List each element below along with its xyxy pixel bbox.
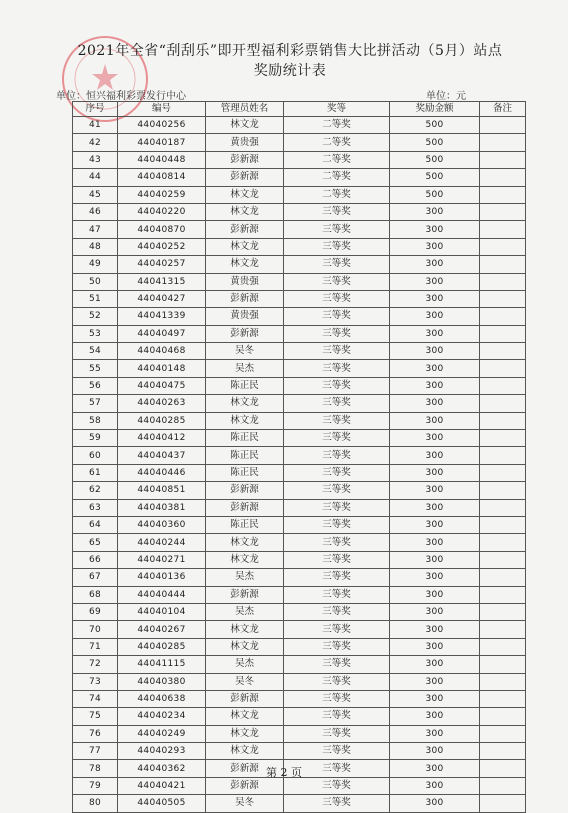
cell-manager: 林文龙 bbox=[206, 534, 284, 551]
cell-prize-level: 三等奖 bbox=[284, 534, 390, 551]
cell-index: 63 bbox=[73, 499, 118, 516]
table-row bbox=[73, 638, 526, 655]
cell-manager: 林文龙 bbox=[206, 256, 284, 273]
cell-code: 44040444 bbox=[118, 586, 206, 603]
cell-prize-level: 二等奖 bbox=[284, 169, 390, 186]
cell-amount: 300 bbox=[390, 430, 480, 447]
cell-remarks bbox=[480, 638, 526, 655]
cell-prize-level: 三等奖 bbox=[284, 499, 390, 516]
cell-amount: 500 bbox=[390, 186, 480, 203]
cell-prize-level: 三等奖 bbox=[284, 777, 390, 794]
cell-remarks bbox=[480, 360, 526, 377]
cell-prize-level: 三等奖 bbox=[284, 377, 390, 394]
column-header-prize-level: 奖等 bbox=[284, 102, 390, 117]
table-row bbox=[73, 273, 526, 290]
cell-manager: 黄贵强 bbox=[206, 273, 284, 290]
cell-prize-level: 三等奖 bbox=[284, 430, 390, 447]
cell-index: 55 bbox=[73, 360, 118, 377]
cell-index: 73 bbox=[73, 673, 118, 690]
cell-index: 72 bbox=[73, 656, 118, 673]
cell-manager: 吴冬 bbox=[206, 343, 284, 360]
cell-amount: 300 bbox=[390, 412, 480, 429]
cell-index: 78 bbox=[73, 760, 118, 777]
cell-code: 44040267 bbox=[118, 621, 206, 638]
cell-prize-level: 三等奖 bbox=[284, 795, 390, 812]
cell-code: 44040814 bbox=[118, 169, 206, 186]
cell-code: 44040427 bbox=[118, 290, 206, 307]
cell-amount: 300 bbox=[390, 343, 480, 360]
cell-manager: 陈正民 bbox=[206, 464, 284, 481]
cell-index: 44 bbox=[73, 169, 118, 186]
cell-manager: 陈正民 bbox=[206, 447, 284, 464]
cell-remarks bbox=[480, 151, 526, 168]
cell-amount: 300 bbox=[390, 760, 480, 777]
table-row bbox=[73, 169, 526, 186]
cell-amount: 300 bbox=[390, 325, 480, 342]
table-row bbox=[73, 360, 526, 377]
cell-manager: 彭新源 bbox=[206, 586, 284, 603]
table-row bbox=[73, 482, 526, 499]
cell-amount: 300 bbox=[390, 308, 480, 325]
table-row bbox=[73, 203, 526, 220]
cell-index: 45 bbox=[73, 186, 118, 203]
cell-index: 65 bbox=[73, 534, 118, 551]
table-row bbox=[73, 551, 526, 568]
cell-prize-level: 三等奖 bbox=[284, 395, 390, 412]
table-row bbox=[73, 516, 526, 533]
cell-code: 44040468 bbox=[118, 343, 206, 360]
cell-remarks bbox=[480, 203, 526, 220]
cell-prize-level: 三等奖 bbox=[284, 656, 390, 673]
cell-index: 58 bbox=[73, 412, 118, 429]
cell-prize-level: 三等奖 bbox=[284, 412, 390, 429]
cell-prize-level: 三等奖 bbox=[284, 343, 390, 360]
table-row bbox=[73, 673, 526, 690]
cell-manager: 林文龙 bbox=[206, 551, 284, 568]
cell-prize-level: 三等奖 bbox=[284, 256, 390, 273]
cell-index: 68 bbox=[73, 586, 118, 603]
cell-code: 44041339 bbox=[118, 308, 206, 325]
table-row bbox=[73, 343, 526, 360]
cell-remarks bbox=[480, 708, 526, 725]
cell-prize-level: 三等奖 bbox=[284, 482, 390, 499]
cell-amount: 500 bbox=[390, 134, 480, 151]
column-header-amount: 奖励金额 bbox=[390, 102, 480, 117]
cell-prize-level: 二等奖 bbox=[284, 117, 390, 134]
cell-manager: 陈正民 bbox=[206, 377, 284, 394]
cell-manager: 黄贵强 bbox=[206, 308, 284, 325]
table-row bbox=[73, 238, 526, 255]
cell-code: 44040421 bbox=[118, 777, 206, 794]
cell-manager: 林文龙 bbox=[206, 117, 284, 134]
cell-index: 71 bbox=[73, 638, 118, 655]
cell-prize-level: 二等奖 bbox=[284, 134, 390, 151]
cell-code: 44040263 bbox=[118, 395, 206, 412]
cell-prize-level: 三等奖 bbox=[284, 551, 390, 568]
table-row bbox=[73, 256, 526, 273]
column-header-manager: 管理员姓名 bbox=[206, 102, 284, 117]
cell-index: 59 bbox=[73, 430, 118, 447]
cell-amount: 300 bbox=[390, 708, 480, 725]
cell-manager: 林文龙 bbox=[206, 412, 284, 429]
cell-manager: 吴冬 bbox=[206, 673, 284, 690]
cell-prize-level: 三等奖 bbox=[284, 690, 390, 707]
cell-index: 76 bbox=[73, 725, 118, 742]
cell-prize-level: 三等奖 bbox=[284, 603, 390, 620]
cell-remarks bbox=[480, 447, 526, 464]
cell-remarks bbox=[480, 690, 526, 707]
cell-index: 52 bbox=[73, 308, 118, 325]
cell-prize-level: 三等奖 bbox=[284, 325, 390, 342]
cell-manager: 彭新源 bbox=[206, 169, 284, 186]
cell-code: 44040187 bbox=[118, 134, 206, 151]
cell-manager: 彭新源 bbox=[206, 499, 284, 516]
cell-manager: 彭新源 bbox=[206, 760, 284, 777]
cell-index: 79 bbox=[73, 777, 118, 794]
cell-manager: 彭新源 bbox=[206, 690, 284, 707]
cell-prize-level: 二等奖 bbox=[284, 151, 390, 168]
table-row bbox=[73, 117, 526, 134]
cell-code: 44040448 bbox=[118, 151, 206, 168]
cell-index: 41 bbox=[73, 117, 118, 134]
issuing-unit: 单位：恒兴福利彩票发行中心 bbox=[56, 91, 186, 102]
cell-code: 44040412 bbox=[118, 430, 206, 447]
table-row bbox=[73, 656, 526, 673]
cell-code: 44040136 bbox=[118, 569, 206, 586]
cell-index: 80 bbox=[73, 795, 118, 812]
cell-remarks bbox=[480, 534, 526, 551]
cell-prize-level: 三等奖 bbox=[284, 238, 390, 255]
cell-prize-level: 三等奖 bbox=[284, 760, 390, 777]
cell-code: 44041315 bbox=[118, 273, 206, 290]
cell-amount: 300 bbox=[390, 221, 480, 238]
table-row bbox=[73, 464, 526, 481]
cell-manager: 林文龙 bbox=[206, 238, 284, 255]
cell-manager: 林文龙 bbox=[206, 638, 284, 655]
cell-remarks bbox=[480, 499, 526, 516]
cell-remarks bbox=[480, 621, 526, 638]
cell-index: 54 bbox=[73, 343, 118, 360]
cell-index: 64 bbox=[73, 516, 118, 533]
table-row bbox=[73, 412, 526, 429]
cell-remarks bbox=[480, 430, 526, 447]
cell-manager: 彭新源 bbox=[206, 221, 284, 238]
cell-prize-level: 三等奖 bbox=[284, 708, 390, 725]
cell-manager: 吴杰 bbox=[206, 360, 284, 377]
cell-prize-level: 三等奖 bbox=[284, 621, 390, 638]
cell-amount: 300 bbox=[390, 256, 480, 273]
cell-index: 51 bbox=[73, 290, 118, 307]
cell-code: 44040249 bbox=[118, 725, 206, 742]
cell-prize-level: 三等奖 bbox=[284, 203, 390, 220]
cell-remarks bbox=[480, 325, 526, 342]
cell-amount: 300 bbox=[390, 464, 480, 481]
cell-code: 44040244 bbox=[118, 534, 206, 551]
cell-prize-level: 三等奖 bbox=[284, 308, 390, 325]
cell-manager: 吴杰 bbox=[206, 569, 284, 586]
cell-remarks bbox=[480, 169, 526, 186]
cell-index: 57 bbox=[73, 395, 118, 412]
cell-amount: 300 bbox=[390, 360, 480, 377]
award-table bbox=[72, 101, 526, 813]
cell-manager: 林文龙 bbox=[206, 395, 284, 412]
cell-prize-level: 三等奖 bbox=[284, 569, 390, 586]
cell-manager: 林文龙 bbox=[206, 725, 284, 742]
cell-index: 56 bbox=[73, 377, 118, 394]
cell-remarks bbox=[480, 377, 526, 394]
cell-manager: 彭新源 bbox=[206, 482, 284, 499]
cell-code: 44040380 bbox=[118, 673, 206, 690]
cell-amount: 300 bbox=[390, 447, 480, 464]
cell-remarks bbox=[480, 221, 526, 238]
cell-remarks bbox=[480, 308, 526, 325]
cell-manager: 林文龙 bbox=[206, 743, 284, 760]
cell-remarks bbox=[480, 117, 526, 134]
cell-remarks bbox=[480, 273, 526, 290]
table-row bbox=[73, 569, 526, 586]
table-body bbox=[73, 117, 526, 813]
table-row bbox=[73, 795, 526, 812]
cell-amount: 300 bbox=[390, 569, 480, 586]
cell-amount: 500 bbox=[390, 169, 480, 186]
cell-index: 67 bbox=[73, 569, 118, 586]
cell-index: 53 bbox=[73, 325, 118, 342]
cell-code: 44041115 bbox=[118, 656, 206, 673]
cell-amount: 300 bbox=[390, 777, 480, 794]
cell-code: 44040257 bbox=[118, 256, 206, 273]
cell-code: 44040437 bbox=[118, 447, 206, 464]
column-header-code: 编号 bbox=[118, 102, 206, 117]
cell-code: 44040256 bbox=[118, 117, 206, 134]
cell-index: 47 bbox=[73, 221, 118, 238]
cell-code: 44040148 bbox=[118, 360, 206, 377]
cell-index: 48 bbox=[73, 238, 118, 255]
cell-amount: 300 bbox=[390, 586, 480, 603]
table-row bbox=[73, 690, 526, 707]
cell-code: 44040870 bbox=[118, 221, 206, 238]
cell-index: 46 bbox=[73, 203, 118, 220]
cell-manager: 彭新源 bbox=[206, 290, 284, 307]
cell-code: 44040285 bbox=[118, 638, 206, 655]
cell-prize-level: 三等奖 bbox=[284, 516, 390, 533]
cell-index: 43 bbox=[73, 151, 118, 168]
cell-amount: 300 bbox=[390, 690, 480, 707]
cell-manager: 彭新源 bbox=[206, 777, 284, 794]
cell-amount: 300 bbox=[390, 377, 480, 394]
cell-remarks bbox=[480, 603, 526, 620]
table-row bbox=[73, 447, 526, 464]
cell-code: 44040285 bbox=[118, 412, 206, 429]
cell-amount: 300 bbox=[390, 725, 480, 742]
cell-amount: 300 bbox=[390, 290, 480, 307]
cell-amount: 300 bbox=[390, 621, 480, 638]
cell-manager: 黄贵强 bbox=[206, 134, 284, 151]
cell-code: 44040638 bbox=[118, 690, 206, 707]
table-row bbox=[73, 499, 526, 516]
cell-amount: 300 bbox=[390, 273, 480, 290]
cell-prize-level: 三等奖 bbox=[284, 221, 390, 238]
document-subtitle: 奖励统计表 bbox=[253, 63, 327, 79]
table-row bbox=[73, 603, 526, 620]
table-row bbox=[73, 430, 526, 447]
cell-remarks bbox=[480, 569, 526, 586]
cell-amount: 500 bbox=[390, 117, 480, 134]
cell-code: 44040360 bbox=[118, 516, 206, 533]
cell-index: 77 bbox=[73, 743, 118, 760]
cell-manager: 彭新源 bbox=[206, 151, 284, 168]
cell-remarks bbox=[480, 795, 526, 812]
document-title: 2021年全省“刮刮乐”即开型福利彩票销售大比拼活动（5月）站点 bbox=[77, 43, 503, 59]
cell-remarks bbox=[480, 673, 526, 690]
cell-remarks bbox=[480, 134, 526, 151]
cell-amount: 300 bbox=[390, 499, 480, 516]
cell-index: 74 bbox=[73, 690, 118, 707]
cell-index: 49 bbox=[73, 256, 118, 273]
unit-row bbox=[56, 87, 526, 101]
cell-prize-level: 三等奖 bbox=[284, 447, 390, 464]
cell-index: 61 bbox=[73, 464, 118, 481]
cell-code: 44040381 bbox=[118, 499, 206, 516]
cell-manager: 林文龙 bbox=[206, 203, 284, 220]
cell-code: 44040271 bbox=[118, 551, 206, 568]
cell-remarks bbox=[480, 586, 526, 603]
cell-code: 44040851 bbox=[118, 482, 206, 499]
cell-amount: 300 bbox=[390, 673, 480, 690]
table-row bbox=[73, 308, 526, 325]
cell-prize-level: 三等奖 bbox=[284, 273, 390, 290]
table-row bbox=[73, 290, 526, 307]
cell-index: 70 bbox=[73, 621, 118, 638]
table-row bbox=[73, 621, 526, 638]
table-row bbox=[73, 134, 526, 151]
cell-index: 69 bbox=[73, 603, 118, 620]
table-row bbox=[73, 586, 526, 603]
cell-remarks bbox=[480, 656, 526, 673]
cell-remarks bbox=[480, 256, 526, 273]
cell-amount: 300 bbox=[390, 516, 480, 533]
cell-remarks bbox=[480, 464, 526, 481]
table-row bbox=[73, 377, 526, 394]
cell-remarks bbox=[480, 238, 526, 255]
column-header-remarks: 备注 bbox=[480, 102, 526, 117]
cell-index: 62 bbox=[73, 482, 118, 499]
cell-amount: 300 bbox=[390, 534, 480, 551]
cell-index: 50 bbox=[73, 273, 118, 290]
cell-code: 44040104 bbox=[118, 603, 206, 620]
cell-remarks bbox=[480, 743, 526, 760]
cell-code: 44040234 bbox=[118, 708, 206, 725]
cell-prize-level: 三等奖 bbox=[284, 725, 390, 742]
cell-code: 44040475 bbox=[118, 377, 206, 394]
table-row bbox=[73, 743, 526, 760]
cell-amount: 300 bbox=[390, 482, 480, 499]
cell-manager: 陈正民 bbox=[206, 430, 284, 447]
cell-code: 44040362 bbox=[118, 760, 206, 777]
cell-manager: 彭新源 bbox=[206, 325, 284, 342]
cell-remarks bbox=[480, 551, 526, 568]
cell-manager: 吴杰 bbox=[206, 656, 284, 673]
table-header-row bbox=[73, 102, 526, 117]
cell-code: 44040505 bbox=[118, 795, 206, 812]
cell-code: 44040446 bbox=[118, 464, 206, 481]
table-row bbox=[73, 186, 526, 203]
cell-prize-level: 三等奖 bbox=[284, 586, 390, 603]
table-row bbox=[73, 725, 526, 742]
cell-amount: 300 bbox=[390, 395, 480, 412]
table-row bbox=[73, 708, 526, 725]
cell-manager: 吴杰 bbox=[206, 603, 284, 620]
cell-manager: 陈正民 bbox=[206, 516, 284, 533]
cell-code: 44040252 bbox=[118, 238, 206, 255]
cell-remarks bbox=[480, 186, 526, 203]
cell-code: 44040220 bbox=[118, 203, 206, 220]
cell-manager: 吴冬 bbox=[206, 795, 284, 812]
cell-amount: 300 bbox=[390, 638, 480, 655]
cell-amount: 300 bbox=[390, 603, 480, 620]
cell-remarks bbox=[480, 412, 526, 429]
cell-amount: 300 bbox=[390, 238, 480, 255]
cell-index: 42 bbox=[73, 134, 118, 151]
cell-amount: 300 bbox=[390, 203, 480, 220]
table-row bbox=[73, 395, 526, 412]
cell-remarks bbox=[480, 482, 526, 499]
cell-index: 75 bbox=[73, 708, 118, 725]
table-row bbox=[73, 151, 526, 168]
cell-prize-level: 三等奖 bbox=[284, 290, 390, 307]
cell-prize-level: 三等奖 bbox=[284, 743, 390, 760]
cell-code: 44040259 bbox=[118, 186, 206, 203]
cell-prize-level: 三等奖 bbox=[284, 673, 390, 690]
cell-code: 44040293 bbox=[118, 743, 206, 760]
cell-remarks bbox=[480, 290, 526, 307]
cell-remarks bbox=[480, 395, 526, 412]
page-number: 第 2 页 bbox=[266, 766, 302, 779]
cell-amount: 300 bbox=[390, 551, 480, 568]
cell-prize-level: 三等奖 bbox=[284, 638, 390, 655]
cell-index: 60 bbox=[73, 447, 118, 464]
cell-manager: 林文龙 bbox=[206, 621, 284, 638]
cell-prize-level: 二等奖 bbox=[284, 186, 390, 203]
cell-amount: 300 bbox=[390, 795, 480, 812]
table-row bbox=[73, 325, 526, 342]
column-header-index: 序号 bbox=[73, 102, 118, 117]
cell-index: 66 bbox=[73, 551, 118, 568]
cell-remarks bbox=[480, 725, 526, 742]
cell-code: 44040497 bbox=[118, 325, 206, 342]
table-row bbox=[73, 221, 526, 238]
cell-amount: 300 bbox=[390, 656, 480, 673]
cell-manager: 林文龙 bbox=[206, 186, 284, 203]
cell-manager: 林文龙 bbox=[206, 708, 284, 725]
cell-prize-level: 三等奖 bbox=[284, 464, 390, 481]
cell-remarks bbox=[480, 343, 526, 360]
cell-remarks bbox=[480, 516, 526, 533]
cell-amount: 300 bbox=[390, 743, 480, 760]
cell-amount: 500 bbox=[390, 151, 480, 168]
currency-unit: 单位：元 bbox=[426, 91, 466, 102]
cell-prize-level: 三等奖 bbox=[284, 360, 390, 377]
table-row bbox=[73, 534, 526, 551]
